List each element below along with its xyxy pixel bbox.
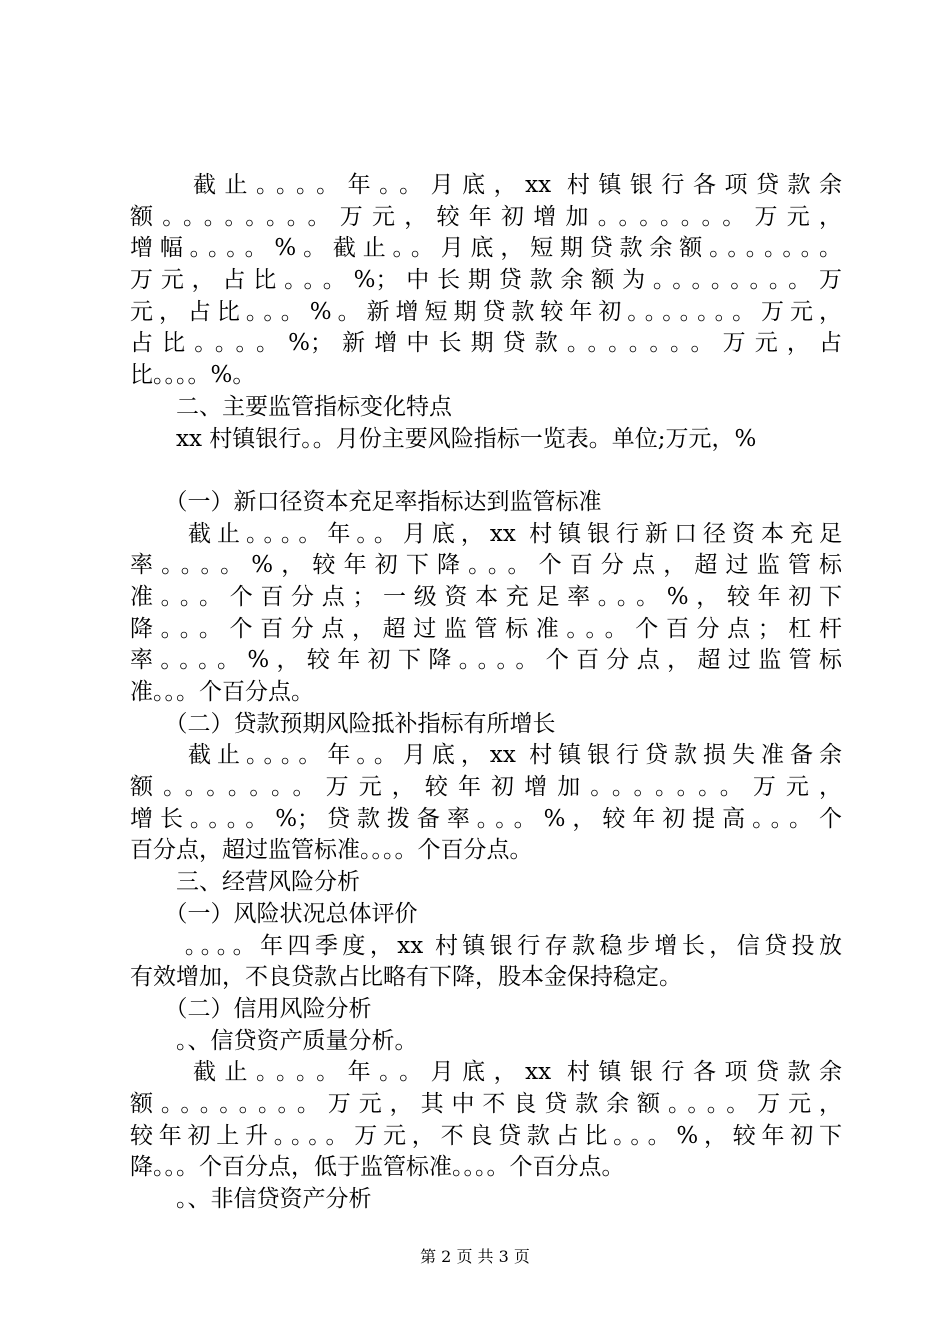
blank-line — [130, 455, 842, 487]
text-line: 额。。。。。。。万元，较年初增加。。。。。。。万元， — [130, 774, 842, 801]
text-line: 降。。。个百分点，低于监管标准。。。。个百分点。 — [130, 1154, 625, 1181]
text-line: 准。。。个百分点；一级资本充足率。。。%，较年初下 — [130, 583, 842, 610]
text-line: 截止。。。。年。。月底，xx 村镇银行各项贷款余 — [130, 1059, 842, 1086]
text-line: 。、非信贷资产分析 — [130, 1186, 372, 1212]
text-line: 率。。。。%，较年初下降。。。。个百分点，超过监管标 — [130, 647, 842, 674]
text-line: 增幅。。。。%。截止。。月底，短期贷款余额。。。。。。。 — [130, 235, 842, 262]
text-line: 三、经营风险分析 — [130, 869, 360, 896]
text-line: 二、主要监管指标变化特点 — [130, 393, 452, 420]
text-line: 截止。。。。年。。月底，xx 村镇银行各项贷款余 — [130, 172, 842, 198]
text-line: 降。。。个百分点，超过监管标准。。。个百分点；杠杆 — [130, 615, 842, 642]
text-line: 元，占比。。。%。新增短期贷款较年初。。。。。。。万元， — [130, 298, 842, 325]
text-line: 截止。。。。年。。月底，xx 村镇银行新口径资本充足 — [130, 520, 842, 547]
text-line: 比。。。。%。 — [130, 362, 256, 389]
text-line: 有效增加，不良贷款占比略有下降，股本金保持稳定。 — [130, 964, 682, 991]
text-line: 。。。。年四季度，xx 村镇银行存款稳步增长，信贷投放 — [130, 932, 842, 959]
text-line: （一）新口径资本充足率指标达到监管标准 — [130, 488, 602, 515]
text-line: （一）风险状况总体评价 — [130, 900, 418, 927]
text-line: 准。。。个百分点。 — [130, 679, 314, 705]
text-line: 百分点，超过监管标准。。。。个百分点。 — [130, 837, 533, 864]
text-line: xx 村镇银行。。月份主要风险指标一览表。单位;万元，% — [130, 425, 757, 452]
text-line: 率。。。。%，较年初下降。。。个百分点，超过监管标 — [130, 552, 842, 579]
text-line: 占比。。。。%；新增中长期贷款。。。。。。。万元，占 — [130, 330, 842, 357]
text-line: 。、信贷资产质量分析。 — [130, 1027, 418, 1054]
text-line: （二）贷款预期风险抵补指标有所增长 — [130, 710, 556, 737]
text-line: 万元，占比。。。%；中长期贷款余额为。。。。。。。。万 — [130, 267, 842, 294]
page-footer: 第 2 页 共 3 页 — [420, 1247, 530, 1266]
text-line: 较年初上升。。。。万元，不良贷款占比。。。%，较年初下 — [130, 1122, 842, 1149]
text-line: 增长。。。。%；贷款拨备率。。。%，较年初提高。。。个 — [130, 805, 842, 832]
text-line: 额。。。。。。。。万元，较年初增加。。。。。。。万元， — [130, 203, 842, 230]
document-body — [130, 170, 842, 1216]
text-line: （二）信用风险分析 — [130, 995, 372, 1022]
text-line: 截止。。。。年。。月底，xx 村镇银行贷款损失准备余 — [130, 742, 842, 769]
text-line: 额。。。。。。。。万元，其中不良贷款余额。。。。万元， — [130, 1090, 842, 1117]
